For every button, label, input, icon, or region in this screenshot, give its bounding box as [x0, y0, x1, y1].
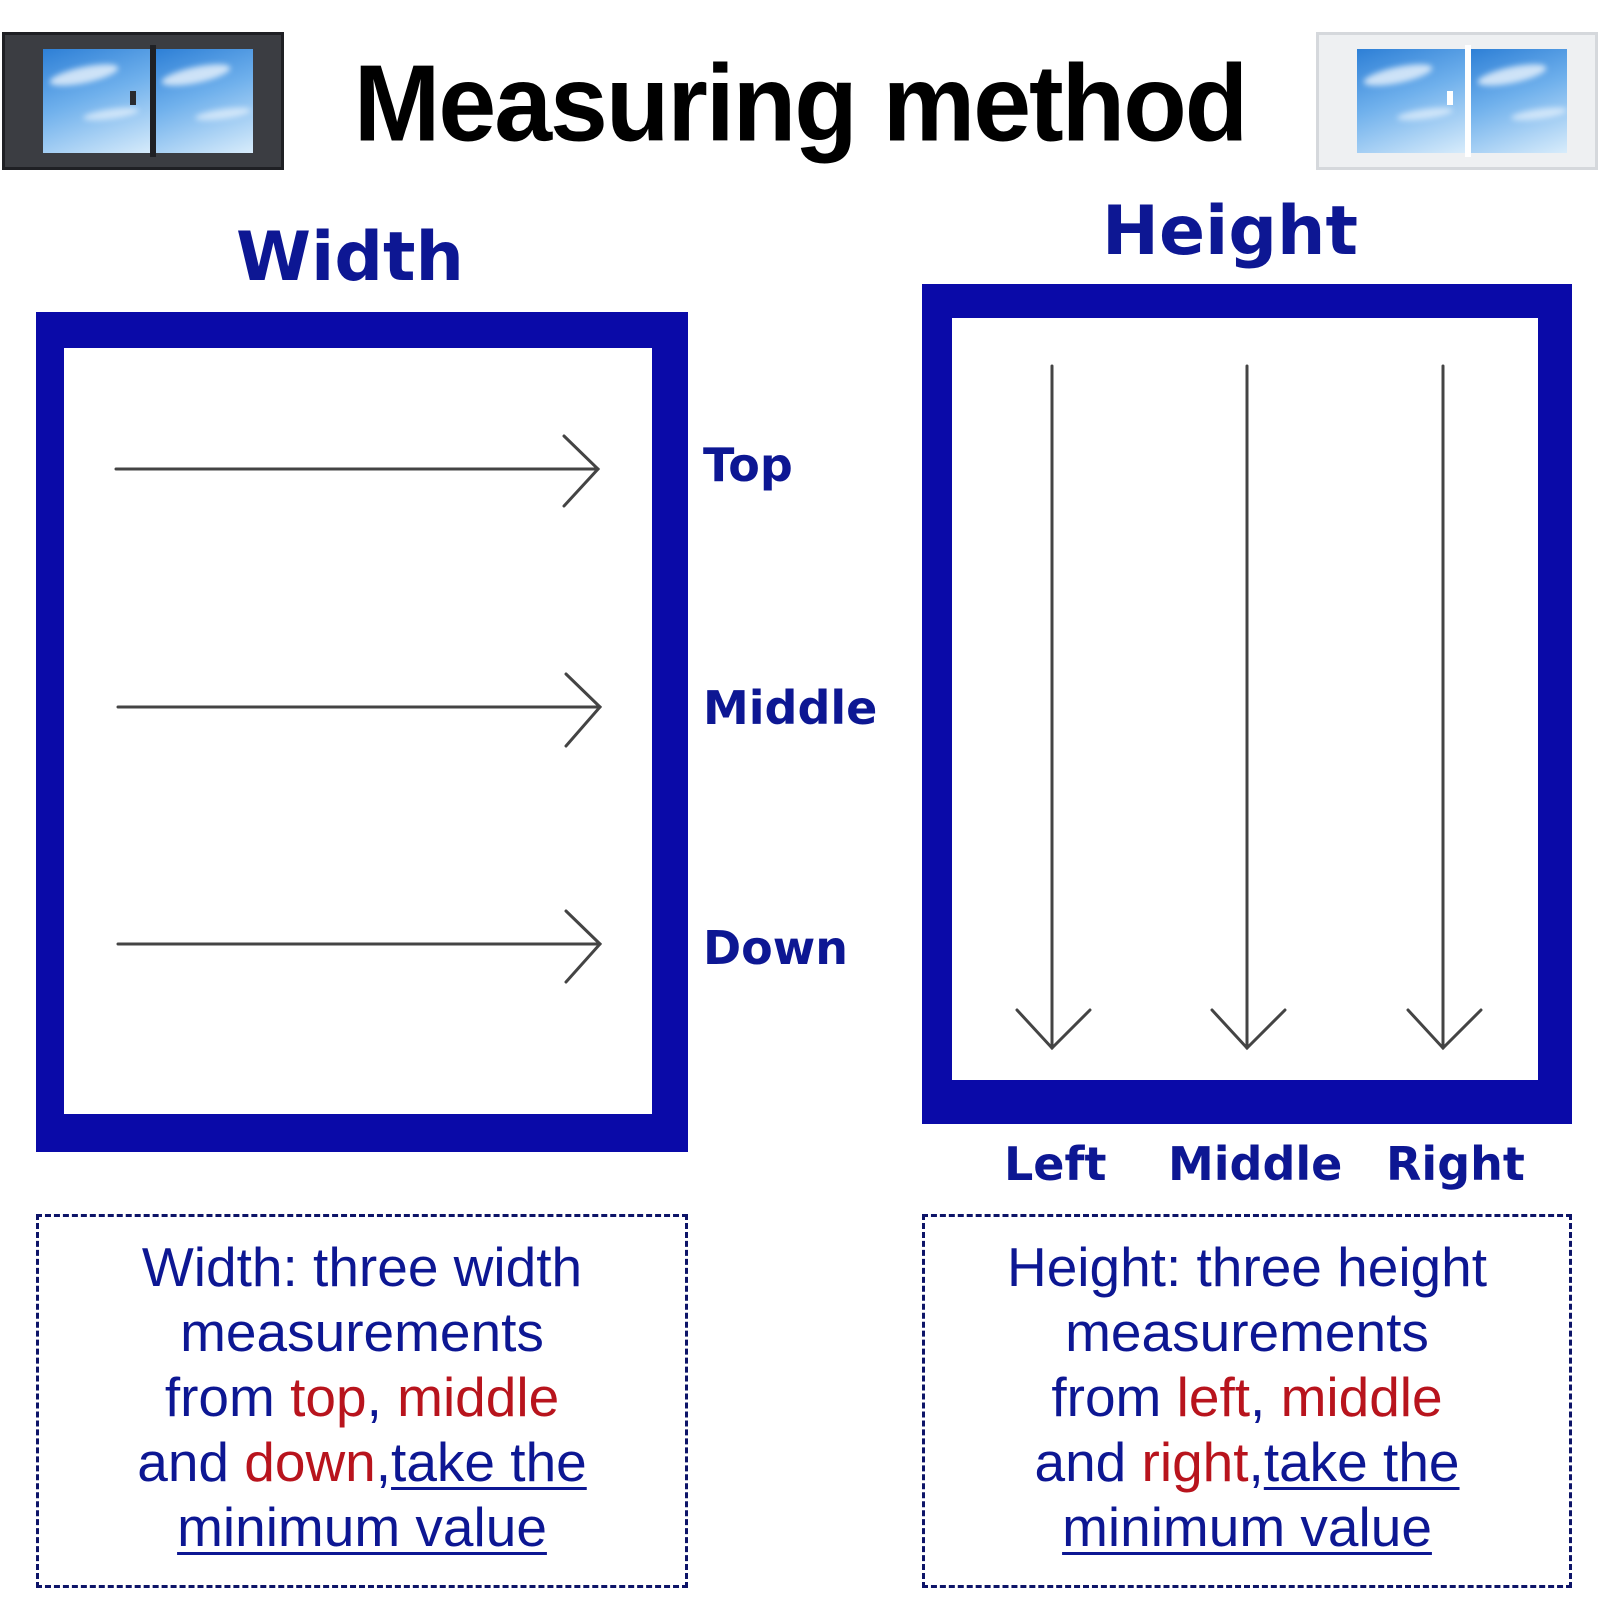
note-line [39, 1495, 685, 1560]
note-line: from left, middle [1051, 1366, 1443, 1428]
width-heading: Width [236, 218, 464, 297]
note-line [925, 1495, 1569, 1560]
label-down: Down [703, 921, 849, 975]
note-line: measurements [180, 1301, 544, 1363]
note-line: from top, middle [164, 1366, 560, 1428]
label-middle-height: Middle [1168, 1137, 1343, 1191]
window-handle-icon [1447, 91, 1453, 105]
width-frame [36, 312, 688, 1152]
highlight-left: left [1176, 1366, 1251, 1428]
note-line: Width: three width [141, 1236, 583, 1298]
highlight-down: down [244, 1431, 376, 1493]
page-title: Measuring method [353, 43, 1247, 165]
label-top: Top [703, 438, 793, 492]
width-instructions [36, 1214, 688, 1588]
label-right: Right [1386, 1137, 1525, 1191]
highlight-middle: middle [1280, 1366, 1443, 1428]
white-window-image [1316, 32, 1598, 170]
note-line: Height: three height [1006, 1236, 1488, 1298]
height-frame [922, 284, 1572, 1124]
note-line: measurements [1065, 1301, 1429, 1363]
window-pane-right [1471, 49, 1567, 153]
label-left: Left [1004, 1137, 1107, 1191]
minimum-value-text: minimum value [177, 1496, 547, 1558]
height-heading: Height [1102, 192, 1358, 271]
window-mullion [1465, 45, 1471, 157]
note-line: and right,take the [1034, 1431, 1460, 1493]
height-instructions [922, 1214, 1572, 1588]
minimum-value-text: minimum value [1062, 1496, 1432, 1558]
label-middle: Middle [703, 681, 878, 735]
highlight-right: right [1141, 1431, 1249, 1493]
highlight-middle: middle [397, 1366, 560, 1428]
note-line: and down,take the [137, 1431, 587, 1493]
highlight-top: top [290, 1366, 367, 1428]
